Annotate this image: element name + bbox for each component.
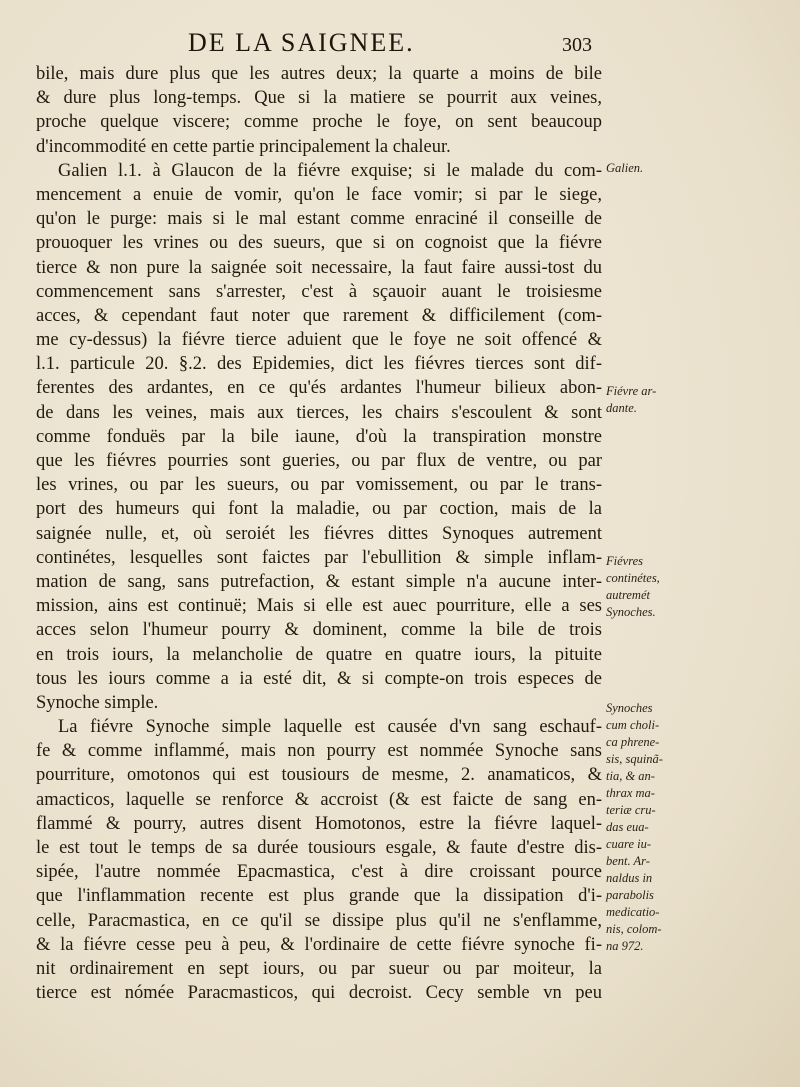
marginal-note-line: Galien. <box>606 161 644 175</box>
text-line: mation de sang, sans putrefaction, & estant simple n'a aucune inter- <box>36 571 602 592</box>
text-line: Synoche simple. <box>36 692 159 713</box>
text-line: flammé & pourry, autres disent Homotonos, estre la fiévre laquel- <box>36 813 602 834</box>
text-line: La fiévre Synoche simple laquelle est causée d'vn sang eschauf- <box>58 717 602 738</box>
text-line: tierce & non pure la saignée soit necessaire, la faut faire aussi-tost du <box>36 257 602 278</box>
marginal-note-line: medicatio- <box>606 905 660 919</box>
marginal-note-line: das eua- <box>606 820 649 834</box>
marginal-note-line: cum choli- <box>606 718 660 732</box>
text-line: pourriture, omotonos qui est tousiours de mesme, 2. anamaticos, & <box>36 765 602 786</box>
text-line: & dure plus long-temps. Que si la matiere se pourrit aux veines, <box>36 88 602 109</box>
main-text-block <box>36 62 602 1005</box>
text-line: saignée nulle, et, où seroiét les fiévres dittes Synoques autrement <box>36 523 602 544</box>
text-line: tierce est nómée Paracmasticos, qui decroist. Cecy semble vn peu <box>36 983 602 1004</box>
text-line: mencement a enuie de vomir, qu'on le face vomir; si par le siege, <box>36 184 602 205</box>
marginal-note-line: Fiévre ar- <box>606 384 657 398</box>
marginal-note-line: ca phrene- <box>606 735 660 749</box>
text-line: Galien l.1. à Glaucon de la fiévre exquise; si le malade du com- <box>58 160 602 181</box>
text-line: sipée, l'autre nommée Epacmastica, c'est à dire croissant pource <box>36 862 602 883</box>
running-title: DE LA SAIGNEE. <box>188 28 415 57</box>
text-line: & la fiévre cesse peu à peu, & l'ordinaire de cette fiévre synoche fi- <box>36 934 602 955</box>
marginal-note-galien <box>606 160 696 177</box>
marginal-note-line: cuare iu- <box>606 837 652 851</box>
marginal-note-line: bent. Ar- <box>606 854 650 868</box>
marginal-note-synoches <box>606 700 696 955</box>
text-line: port des humeurs qui font la maladie, ou par coction, mais de la <box>36 499 602 520</box>
text-line: celle, Paracmastica, en ce qu'il se dissipe plus qu'il ne s'enflamme, <box>36 910 602 931</box>
marginal-note-line: autremét <box>606 588 650 602</box>
text-line: prouoquer les vrines ou des sueurs, que si on cognoist que la fiévre <box>36 233 602 254</box>
text-line: en trois iours, la melancholie de quatre en quatre iours, la pituite <box>36 644 602 665</box>
marginal-note-line: parabolis <box>606 888 654 902</box>
text-line: proche quelque viscere; comme proche le foye, on sent beaucoup <box>36 112 602 133</box>
text-line: commencement sans s'arrester, c'est à sçauoir auant le troisiesme <box>36 281 602 302</box>
marginal-note-fievres-continentes <box>606 553 696 621</box>
text-line: que les fiévres pourries sont gueries, ou par flux de ventre, ou par <box>36 451 602 471</box>
text-line: l.1. particule 20. §.2. des Epidemies, dict les fiévres tierces sont dif- <box>36 354 602 375</box>
marginal-note-line: Fiévres <box>606 554 644 568</box>
text-line: comme fonduës par la bile iaune, d'où la transpiration monstre <box>36 426 602 447</box>
marginal-note-line: Synoches <box>606 701 653 715</box>
text-line: que l'inflammation recente est plus grande que la dissipation d'i- <box>36 886 602 907</box>
marginal-note-line: naldus in <box>606 871 653 885</box>
marginal-note-line: teriæ cru- <box>606 803 656 817</box>
marginal-note-line: Synoches. <box>606 605 656 619</box>
marginal-note-line: na 972. <box>606 939 644 953</box>
text-line: d'incommodité en cette partie principalement la chaleur. <box>36 136 451 157</box>
text-line: acces, & cependant faut noter que rarement & difficilement (com- <box>36 305 602 326</box>
marginal-note-line: nis, colom- <box>606 922 662 936</box>
text-line: les vrines, ou par les sueurs, ou par vomissement, ou par le trans- <box>36 475 602 496</box>
text-line: ferentes des ardantes, en ce qu'és ardantes l'humeur bilieux abon- <box>36 378 602 399</box>
text-line: amacticos, laquelle se renforce & accroist (& est faicte de sang en- <box>36 789 602 810</box>
text-line: qu'on le purge: mais si le mal estant comme enraciné il conseille de <box>36 209 602 230</box>
page-header <box>0 28 800 64</box>
marginal-note-line: tia, & an- <box>606 769 655 783</box>
text-line: tous les iours comme a ia esté dit, & si compte-on trois especes de <box>36 668 602 689</box>
text-line: de dans les veines, mais aux tierces, les chairs s'escoulent & sont <box>36 402 602 423</box>
text-line: continétes, lesquelles sont faictes par l'ebullition & simple inflam- <box>36 547 602 568</box>
text-line: fe & comme inflammé, mais non pourry est nommée Synoche sans <box>36 741 602 762</box>
marginal-note-fievre-ardante <box>606 383 696 417</box>
marginal-note-line: thrax ma- <box>606 786 655 800</box>
marginal-note-line: dante. <box>606 401 637 415</box>
marginal-note-line: continétes, <box>606 571 660 585</box>
text-line: nit ordinairement en sept iours, ou par sueur ou par moiteur, la <box>36 958 602 979</box>
text-line: le est tout le temps de sa durée tousiours esgale, & faute d'estre dis- <box>36 838 602 858</box>
text-line: mission, ains est continuë; Mais si elle est auec pourriture, elle a ses <box>36 596 602 617</box>
marginal-note-line: sis, squinã- <box>606 752 663 766</box>
text-line: bile, mais dure plus que les autres deux; la quarte a moins de bile <box>36 64 602 84</box>
text-line: acces selon l'humeur pourry & dominent, comme la bile de trois <box>36 620 602 641</box>
page-number: 303 <box>562 34 592 56</box>
text-line: me cy-dessus) la fiévre tierce aduient que le foye ne soit offencé & <box>36 330 602 351</box>
